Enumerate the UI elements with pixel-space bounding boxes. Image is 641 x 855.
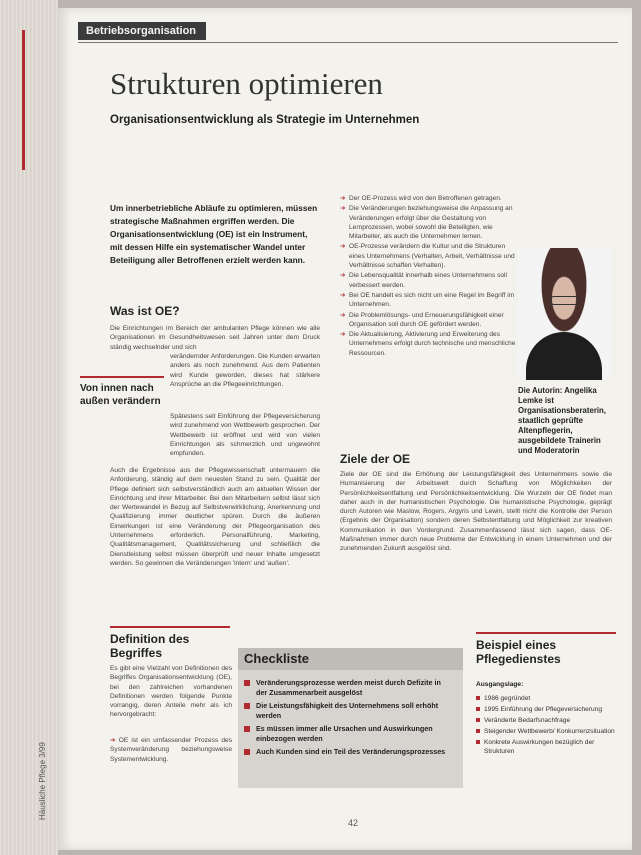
square-bullet-icon	[244, 703, 250, 709]
list-item: Es müssen immer alle Ursachen und Auswirkungen einbezogen werden	[244, 724, 454, 743]
list-item: Die Leistungsfähigkeit des Unternehmens soll erhöht werden	[244, 701, 454, 720]
author-photo	[518, 248, 610, 380]
arrow-icon: ➔	[340, 272, 346, 280]
list-item: ➔ Die Lebensqualität innerhalb eines Unternehmens soll verbessert werden.	[340, 272, 507, 289]
square-bullet-icon	[476, 740, 480, 744]
side-caption-text: Häusliche Pflege 3/99	[38, 742, 47, 820]
checklist-box	[238, 648, 463, 788]
glasses-shape	[550, 296, 580, 305]
header-rule	[78, 42, 618, 43]
checklist-title: Checkliste	[244, 651, 310, 666]
square-bullet-icon	[476, 707, 480, 711]
author-caption: Die Autorin: Angelika Lemke ist Organisationsberaterin, staatlich geprüfte Altenpflegerin, ausgebildete Trainerin und Moderatorin	[518, 386, 606, 455]
list-item: ➔ Die Problemlösungs- und Erneuerungsfähigkeit einer Organisation soll durch OE gefördert werden.	[340, 311, 504, 328]
list-item: Veränderte Bedarfsnachfrage	[476, 716, 616, 725]
arrow-icon: ➔	[340, 195, 346, 202]
square-bullet-icon	[476, 718, 480, 722]
list-item: ➔ Der OE-Prozess wird von den Betroffenen getragen.	[340, 195, 502, 202]
example-rule	[476, 632, 616, 634]
side-caption	[38, 700, 52, 830]
square-bullet-icon	[244, 726, 250, 732]
heading-ziele: Ziele der OE	[340, 452, 411, 466]
binder-red-stripe	[22, 30, 25, 170]
arrow-icon: ➔	[340, 291, 346, 299]
text-was-right: verändernder Anforderungen. Die Kunden erwarten anders als noch zunehmend. Aus dem Patienten wird Kunde geworden, dieses hat stärkere Ansprüche an die Pflegeeinrichtungen.	[170, 353, 320, 388]
list-item: ➔ Die Veränderungen beziehungsweise die Anpassung an Veränderungen erfolgt über die Gestaltung von Lernprozessen, wobei sowohl die Beteiligten, wie Mitarbeiter, als auch die Unternehmen lernen.	[340, 205, 513, 241]
arrow-icon: ➔	[110, 737, 116, 744]
definition-rule	[110, 626, 230, 628]
arrow-icon: ➔	[340, 311, 346, 319]
list-item: Konkrete Auswirkungen bezüglich der Strukturen	[476, 738, 616, 756]
arrow-icon: ➔	[340, 243, 346, 251]
list-item: ➔ Bei OE handelt es sich nicht um eine Regel im Begriff im Unternehmen.	[340, 291, 515, 309]
pull-quote	[80, 376, 164, 408]
example-subheading: Ausgangslage:	[476, 681, 524, 688]
text-definition: Es gibt eine Vielzahl von Definitionen des Begriffes Organisationsentwicklung (OE), bei den zahlreichen vorhandenen Definitionen werden folgende Punkte vorrangig, deren Anteile mehr als ich hervorgebracht:	[110, 665, 232, 719]
shirt-shape	[526, 332, 602, 380]
binder-page-edges	[0, 0, 58, 855]
page-subtitle: Organisationsentwicklung als Strategie im Unternehmen	[110, 114, 420, 126]
list-item: 1995 Einführung der Pflegeversicherung	[476, 705, 616, 714]
heading-example: Beispiel eines Pflegedienstes	[476, 638, 561, 666]
list-item: Auch Kunden sind ein Teil des Veränderungsprozesses	[244, 747, 454, 757]
lead-paragraph: Um innerbetriebliche Abläufe zu optimieren, müssen strategische Maßnahmen ergriffen werden. Die Organisationsentwicklung (OE) ist ein Instrument, mit dessen Hilfe ein systematischer Wandel unter Beteiligung aller Betroffenen erzielt werden kann.	[110, 203, 318, 265]
square-bullet-icon	[476, 696, 480, 700]
example-list	[476, 694, 616, 758]
heading-was-ist-oe: Was ist OE?	[110, 304, 180, 318]
arrow-icon: ➔	[340, 331, 346, 339]
checklist-header	[238, 648, 463, 670]
text-was-rest: Auch die Ergebnisse aus der Pflegewissenschaft untermauern die Anforderung, ständig auf dem neuesten Stand zu sein. Qualität der Pflege definiert sich selbstverständlich auch am aktuellen Wissen der Einrichtung und ihrer Mitarbeiter. Bei den Mitarbeitern selbst lässt sich der Wertewandel in Bezug auf Selbstverwirklichung, Anerkennung und Qualifizierung immer deutlicher spüren. Durch die äußeren Einwirkungen ist eine Veränderung der Pflegeorganisation des Unternehmens erforderlich. Personalführung, Marketing, Qualitätsmanagement, Qualitätssicherung und schließlich die Dienstleistung selbst müssen überprüft und neuer Inhalte umgesetzt werden. So gewinnen die Veränderungen 'intern' und 'außen'.	[110, 467, 320, 567]
magazine-page	[58, 8, 632, 850]
checklist-items	[244, 678, 454, 761]
section-tab: Betriebsorganisation	[78, 22, 206, 40]
list-item: Veränderungsprozesse werden meist durch Defizite in der Zusammenarbeit ausgelöst	[244, 678, 454, 697]
list-item: Steigender Wettbewerb/ Konkurrenzsituation	[476, 727, 616, 736]
text-ziele: Ziele der OE sind die Erhöhung der Leistungsfähigkeit des Unternehmens sowie die Humanisierung der Arbeitswelt durch Schaffung von Möglichkeiten der Persönlichkeitsentfaltung und Persönlichkeitsentwicklung. Die Wurzeln der OE findet man daher auch in der humanistischen Psychologie. Die humanistische Psychologie, geprägt durch Autoren wie Maslow, Rogers, Argyris und Lewin, stellt nicht die Kontrolle der Person (Ergebnis der Organisation) sondern deren Selbstentfaltung und Möglichkeit zur kreativen Kommunikation in den Vordergrund. Zusammenfassend lässt sich sagen, dass OE-Maßnahmen immer durch neue Probleme der Entwicklung in einem Unternehmen und der zunehmenden Zukunft ausgelöst sind.	[340, 471, 612, 553]
square-bullet-icon	[476, 729, 480, 733]
heading-definition: Definition des Begriffes	[110, 632, 190, 660]
arrow-icon: ➔	[340, 205, 346, 213]
text-was-mid: Spätestens seit Einführung der Pflegeversicherung wird zunehmend von Wettbewerb gesprochen. Der Wettbewerb ist eröffnet und wird von vielen Einrichtungen als schmerzlich und ungewohnt empfunden.	[170, 413, 320, 458]
page-number: 42	[348, 818, 359, 828]
pull-quote-text: Von innen nach außen verändern	[80, 383, 161, 407]
text-was-top: Die Einrichtungen im Bereich der ambulanten Pflege können wie alle Organisationen im Gesundheitswesen seit Jahren unter dem Druck ständig wechselnder und sich	[110, 325, 320, 351]
list-item: 1986 gegründet	[476, 694, 616, 703]
list-item: ➔ OE-Prozesse verändern die Kultur und die Strukturen eines Unternehmens (Verhalten, Arbeit, Verhältnisse und Verhältnisse schaffen Verhalten).	[340, 243, 515, 270]
definition-bullet: ➔ OE ist ein umfassender Prozess des Systemveränderung beziehungsweise Systementwicklung.	[110, 737, 232, 763]
pull-quote-rule	[80, 376, 164, 378]
square-bullet-icon	[244, 680, 250, 686]
square-bullet-icon	[244, 749, 250, 755]
page-title: Strukturen optimieren	[110, 66, 383, 101]
list-item: ➔ Die Aktualisierung, Aktivierung und Erweiterung des Unternehmens erfolgt durch technische und menschliche Ressourcen.	[340, 331, 516, 357]
